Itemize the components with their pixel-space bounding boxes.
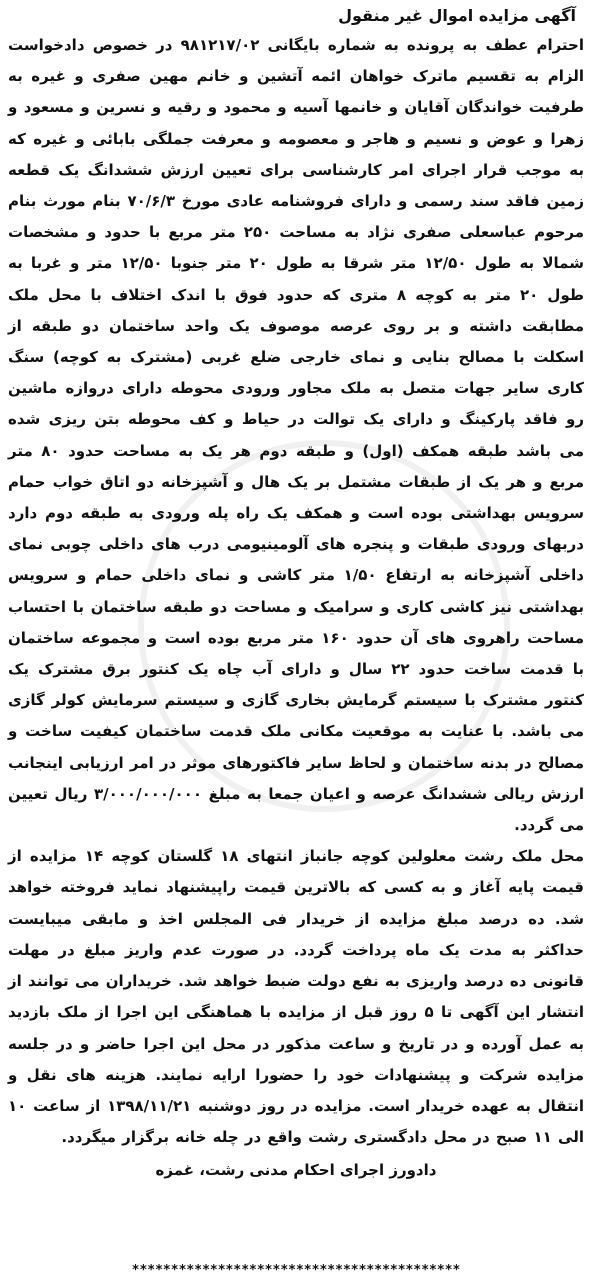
auction-notice xyxy=(8,0,584,1280)
separator-stars: ****************************************** xyxy=(131,1263,461,1278)
notice-terms-paragraph: محل ملک رشت معلولین کوچه جانباز انتهای ۱۸ گلستان کوچه ۱۴ مزایده از قیمت پایه آغاز و به کسی که بالاترین قیمت راپیشنهاد نماید فروخته خواهد شد. ده درصد مبلغ مزایده از خریدار فی المجلس اخذ و مابقی میبایست حداکثر به مدت یک ماه پرداخت گردد. در صورت عدم واریز مبلغ در مهلت قانونی ده درصد واریزی به نفع دولت ضبط خواهد شد. خریداران می توانند از انتشار این آگهی تا ۵ روز قبل از مزایده با هماهنگی این اجرا از ملک بازدید به عمل آورده و در تاریخ و ساعت مذکور در محل این اجرا حاضر و در جلسه مزایده شرکت و پیشنهادات خود را حضورا ارایه نمایند. هزینه های نقل و انتقال به عهده خریدار است. مزایده در روز دوشنبه ۱۳۹۸/۱۱/۲۱ از ساعت ۱۰ الی ۱۱ صبح در محل دادگستری رشت واقع در چله خانه برگزار میگردد. xyxy=(8,847,585,1147)
notice-body-paragraph: احترام عطف به پرونده به شماره بایگانی ۹۸۱۲۱۷/۰۲ در خصوص دادخواست الزام به تقسیم ماترک خواهان ائمه آتشین و خانم مهین صفری و غیره به طرفیت خواندگان آقایان و خانمها آسیه و محمود و رقیه و نسرین و مسعود و زهرا و عوض و نسیم و هاجر و معصومه و معرفت جملگی بابائی و غیره که به موجب قرار اجرای امر کارشناسی برای تعیین ارزش ششدانگ یک قطعه زمین فاقد سند رسمی و دارای فروشنامه عادی مورخ ۷۰/۶/۳ بنام مورث بنام مرحوم عباسعلی صفری نژاد به مساحت ۲۵۰ متر مربع با حدود و مشخصات شمالا به طول ۱۲/۵۰ متر شرقا به طول ۲۰ متر جنوبا ۱۲/۵۰ متر و غربا به طول ۲۰ متر به کوچه ۸ متری که حدود فوق با اندک اختلاف با محل ملک مطابقت داشته و بر روی عرصه موصوف یک واحد ساختمان دو طبقه از اسکلت با مصالح بنایی و نمای خارجی ضلع غربی (مشترک به کوچه) سنگ کاری سایر جهات متصل به ملک مجاور ورودی محوطه دارای دروازه ماشین رو فاقد پارکینگ و دارای یک توالت در حیاط و کف محوطه بتن ریزی شده می باشد طبقه همکف (اول) و طبقه دوم هر یک به مساحت حدود ۸۰ متر مربع و هر یک از طبقات مشتمل بر یک هال و آشپزخانه دو اتاق خواب حمام سرویس بهداشتی بوده است و همکف یک راه پله ورودی به طبقه دوم دارد دربهای ورودی طبقات و پنجره های آلومینیومی درب های داخلی چوبی نمای داخلی آشپزخانه به ارتفاع ۱/۵۰ متر کاشی و نمای داخلی حمام و سرویس بهداشتی نیز کاشی کاری و سرامیک و مساحت دو طبقه ساختمان با احتساب مساحت راهروی های آن حدود ۱۶۰ متر مربع بوده است و مجموعه ساختمان با قدمت ساخت حدود ۲۲ سال و دارای آب چاه یک کنتور برق مشترک یک کنتور مشترک با سیستم گرمایش بخاری گازی و سیستم سرمایش کولر گازی می باشد. با عنایت به موقعیت مکانی ملک قدمت ساختمان کیفیت ساخت و مصالح در بدنه ساختمان و لحاظ سایر فاکتورهای موثر در امر ارزیابی اینجانب ارزش ریالی ششدانگ عرصه و اعیان جمعا به مبلغ ۳/۰۰۰/۰۰۰/۰۰۰ ریال تعیین می گردد. xyxy=(8,36,585,835)
notice-signature: دادورز اجرای احکام مدنی رشت، غمزه xyxy=(155,1161,437,1180)
notice-title: آگهی مزایده اموال غیر منقول xyxy=(338,6,576,25)
